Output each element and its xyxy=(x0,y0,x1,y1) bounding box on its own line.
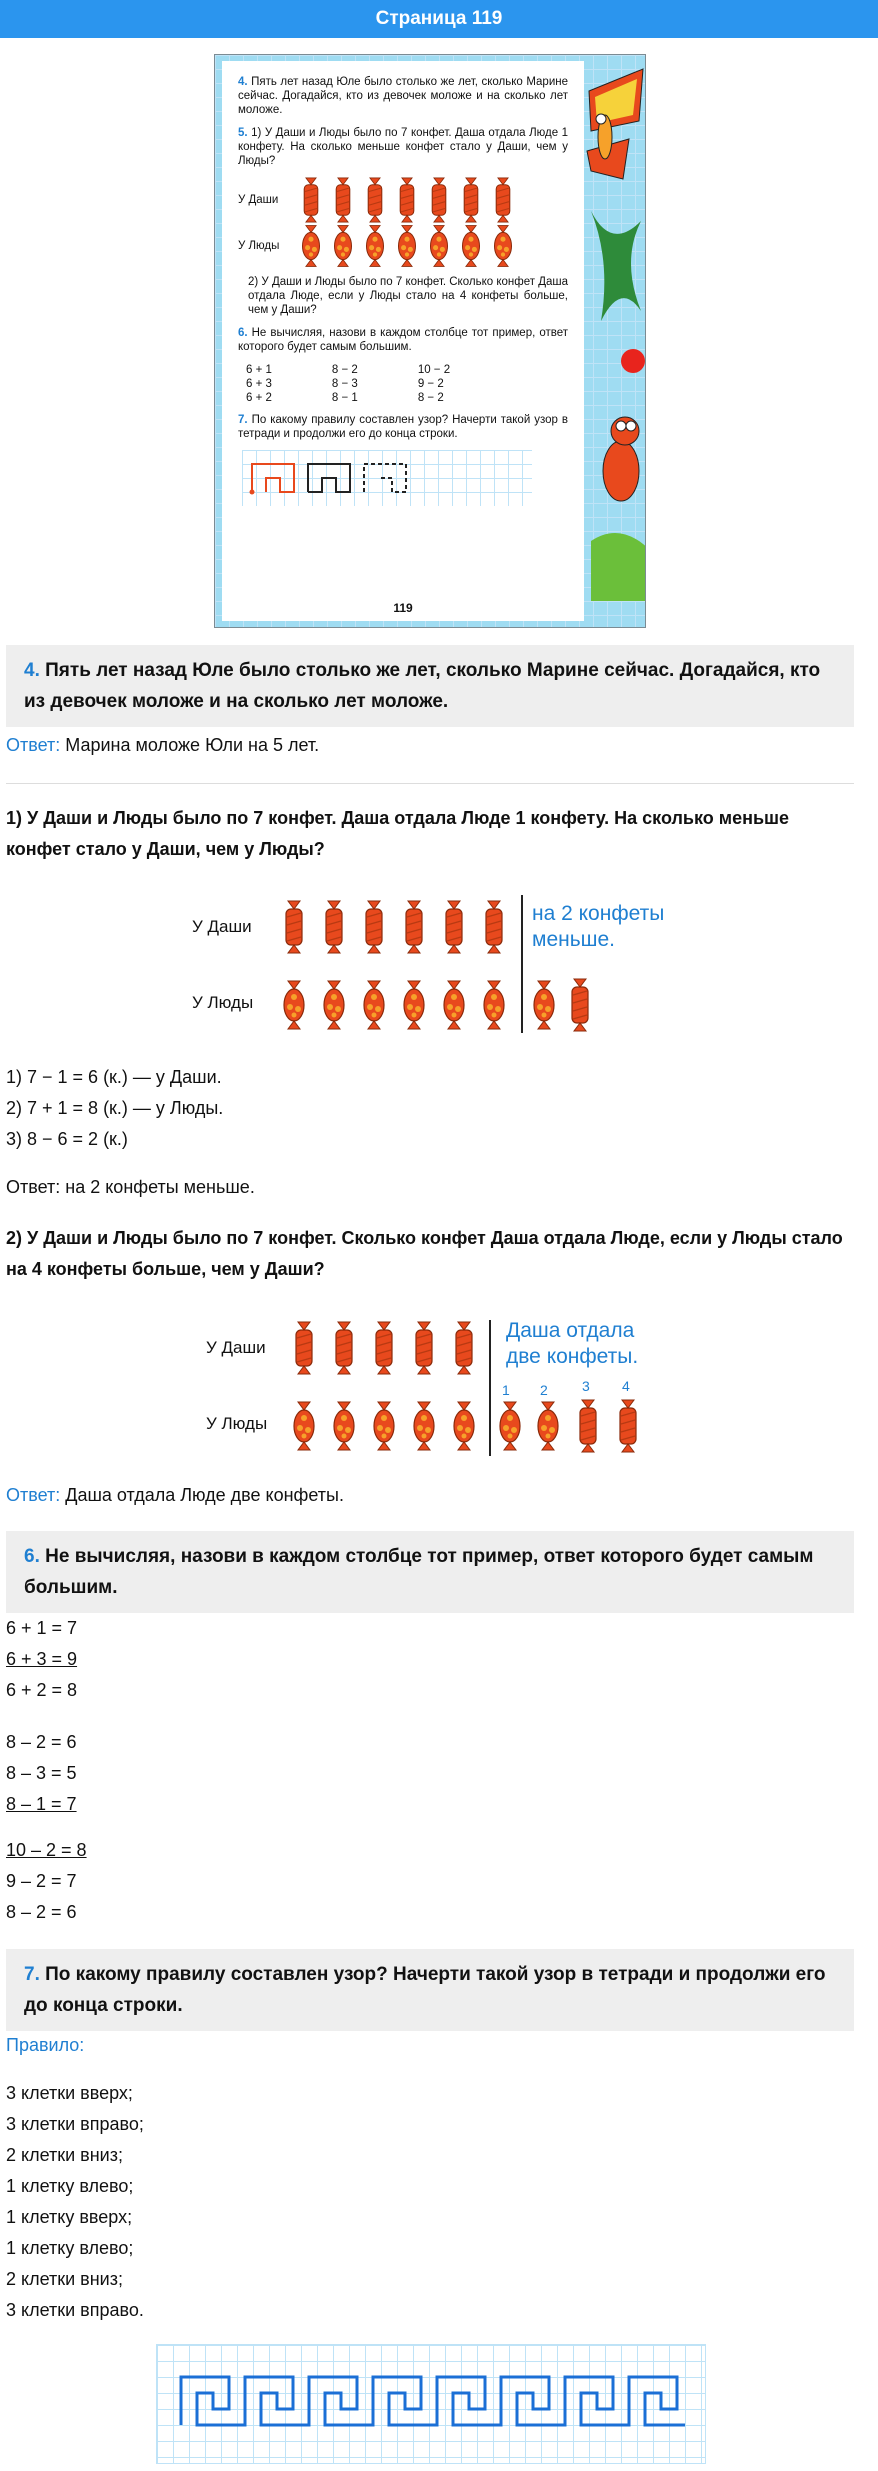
textbook-label-lyuda: У Люды xyxy=(238,240,280,252)
textbook-example: 9 − 2 xyxy=(417,378,444,390)
textbook-task-6-number: 6. xyxy=(238,327,248,339)
task-5b-question: 2) У Даши и Люды было по 7 конфет. Сколько конфет Даша отдала Люде, если у Люды стало на 4 конфеты больше, чем у Даши? xyxy=(6,1228,843,1279)
example-line-underlined: 6 + 3 = 9 xyxy=(6,1649,78,1669)
figure-label-dasha: У Даши xyxy=(206,1338,266,1357)
textbook-page xyxy=(222,61,584,621)
task-7-question: По какому правилу составлен узор? Начерти такой узор в тетради и продолжи его до конца строки. xyxy=(24,1964,826,2016)
textbook-col-1 xyxy=(246,363,272,405)
figure-label-lyuda: У Люды xyxy=(192,993,254,1012)
task-5a-answer: Ответ: на 2 конфеты меньше. xyxy=(6,1177,255,1197)
answer-label: Ответ: xyxy=(6,735,61,755)
textbook-page-image xyxy=(214,54,646,628)
textbook-col-2 xyxy=(332,363,358,405)
task-5a-question: 1) У Даши и Люды было по 7 конфет. Даша отдала Люде 1 конфету. На сколько меньше конфет стало у Даши, чем у Люды? xyxy=(6,808,790,859)
example-line: 8 – 2 = 6 xyxy=(6,1732,77,1752)
answer-label: Ответ: xyxy=(6,1485,61,1505)
example-line: 8 – 2 = 6 xyxy=(6,1902,77,1922)
rule-step: 1 клетку вверх; xyxy=(6,2207,133,2227)
task-4-header xyxy=(6,645,854,727)
figure-note-line: меньше. xyxy=(532,928,616,951)
figure-label-lyuda: У Люды xyxy=(206,1414,268,1433)
textbook-task-7 xyxy=(238,413,568,441)
solution-step: 3) 8 − 6 = 2 (к.) xyxy=(6,1129,128,1149)
rule-label: Правило: xyxy=(6,2035,85,2055)
figure-note-line: на 2 конфеты xyxy=(532,902,665,925)
count-label: 4 xyxy=(622,1378,630,1394)
textbook-col-3 xyxy=(418,363,450,405)
textbook-task-7-number: 7. xyxy=(238,414,248,426)
textbook-example: 10 − 2 xyxy=(417,364,451,376)
count-label: 3 xyxy=(582,1378,590,1394)
task-7-number: 7. xyxy=(24,1964,40,1985)
textbook-task-5-text1: 1) У Даши и Люды было по 7 конфет. Даша отдала Люде 1 конфету. На сколько меньше конфет стало у Даши, чем у Люды? xyxy=(238,127,568,167)
textbook-example: 8 − 1 xyxy=(331,392,358,404)
figure-note xyxy=(506,1318,638,1370)
answer-text: Марина моложе Юли на 5 лет. xyxy=(65,735,320,755)
rule-step: 2 клетки вниз; xyxy=(6,2145,123,2165)
textbook-task-5 xyxy=(238,126,568,168)
task-6-group-3 xyxy=(6,1835,87,1928)
task-4-question: Пять лет назад Юле было столько же лет, сколько Марине сейчас. Догадайся, кто из девочек моложе и на сколько лет моложе. xyxy=(24,660,821,712)
textbook-task-6-text: Не вычисляя, назови в каждом столбце тот пример, ответ которого будет самым большим. xyxy=(238,327,568,353)
textbook-page-number: 119 xyxy=(393,601,413,615)
task-6-group-2 xyxy=(6,1727,77,1820)
rule-step: 2 клетки вниз; xyxy=(6,2269,123,2289)
rule-step: 3 клетки вправо. xyxy=(6,2300,144,2320)
textbook-example: 8 − 2 xyxy=(331,364,358,376)
textbook-example: 8 − 2 xyxy=(417,392,444,404)
solution-step: 2) 7 + 1 = 8 (к.) — у Люды. xyxy=(6,1098,224,1118)
task-6-group-1 xyxy=(6,1613,77,1706)
textbook-candies-striped xyxy=(294,177,524,223)
textbook-pattern-grid xyxy=(242,450,532,506)
task-6-question: Не вычисляя, назови в каждом столбце тот пример, ответ которого будет самым большим. xyxy=(24,1546,814,1598)
example-line: 8 – 3 = 5 xyxy=(6,1763,77,1783)
task-7-header xyxy=(6,1949,854,2031)
meander-pattern xyxy=(157,2345,705,2463)
rule-step: 3 клетки вправо; xyxy=(6,2114,144,2134)
solution-step: 1) 7 − 1 = 6 (к.) — у Даши. xyxy=(6,1067,222,1087)
figure-note xyxy=(532,901,664,953)
textbook-task-5-text2: 2) У Даши и Люды было по 7 конфет. Сколько конфет Даша отдала Люде, если у Люды стало на 4 конфеты больше, чем у Даши? xyxy=(248,276,568,316)
count-label: 1 xyxy=(502,1382,510,1398)
textbook-task-4-number: 4. xyxy=(238,76,248,88)
figure-label-dasha: У Даши xyxy=(192,917,252,936)
textbook-task-4-text: Пять лет назад Юле было столько же лет, сколько Марине сейчас. Догадайся, кто из девочек моложе и на сколько лет моложе. xyxy=(238,76,568,116)
count-label: 2 xyxy=(540,1382,548,1398)
example-line: 6 + 2 = 8 xyxy=(6,1680,78,1700)
textbook-task-4 xyxy=(238,75,568,117)
rule-list xyxy=(6,2078,144,2326)
task-4-number: 4. xyxy=(24,660,40,681)
example-line-underlined: 8 – 1 = 7 xyxy=(6,1794,77,1814)
textbook-task-5-number: 5. xyxy=(238,127,248,139)
textbook-label-dasha: У Даши xyxy=(238,194,279,206)
textbook-row-lyuda xyxy=(238,223,568,269)
task-4-answer xyxy=(6,730,319,761)
answer-text: Даша отдала Люде две конфеты. xyxy=(65,1485,344,1505)
textbook-example: 8 − 3 xyxy=(331,378,358,390)
textbook-examples xyxy=(246,363,568,405)
task-5b-figure xyxy=(196,1310,676,1460)
butterfly-illustration xyxy=(581,61,646,621)
example-line: 9 – 2 = 7 xyxy=(6,1871,77,1891)
task-5a-steps xyxy=(6,1062,223,1155)
textbook-candies-spotted xyxy=(294,223,524,269)
textbook-task-6 xyxy=(238,326,568,354)
pattern-grid xyxy=(156,2344,706,2464)
task-5b-answer xyxy=(6,1480,344,1511)
rule-step: 1 клетку влево; xyxy=(6,2238,134,2258)
figure-note-line: Даша отдала xyxy=(506,1319,635,1342)
example-line-underlined: 10 – 2 = 8 xyxy=(6,1840,87,1860)
task-6-header xyxy=(6,1531,854,1613)
rule-step: 3 клетки вверх; xyxy=(6,2083,133,2103)
textbook-task-7-text: По какому правилу составлен узор? Начерти такой узор в тетради и продолжи его до конца строки. xyxy=(238,414,568,440)
task-6-number: 6. xyxy=(24,1546,40,1567)
divider xyxy=(6,783,854,784)
textbook-example: 6 + 3 xyxy=(246,378,272,390)
textbook-row-dasha xyxy=(238,177,568,223)
strawberry-icon xyxy=(621,349,645,373)
textbook-example: 6 + 2 xyxy=(246,392,272,404)
example-line: 6 + 1 = 7 xyxy=(6,1618,78,1638)
page-title: Страница 119 xyxy=(0,0,878,38)
textbook-pattern xyxy=(242,450,532,506)
textbook-example: 6 + 1 xyxy=(246,364,272,376)
figure-note-line: две конфеты. xyxy=(506,1345,639,1368)
rule-step: 1 клетку влево; xyxy=(6,2176,134,2196)
task-5a-figure xyxy=(180,885,700,1035)
